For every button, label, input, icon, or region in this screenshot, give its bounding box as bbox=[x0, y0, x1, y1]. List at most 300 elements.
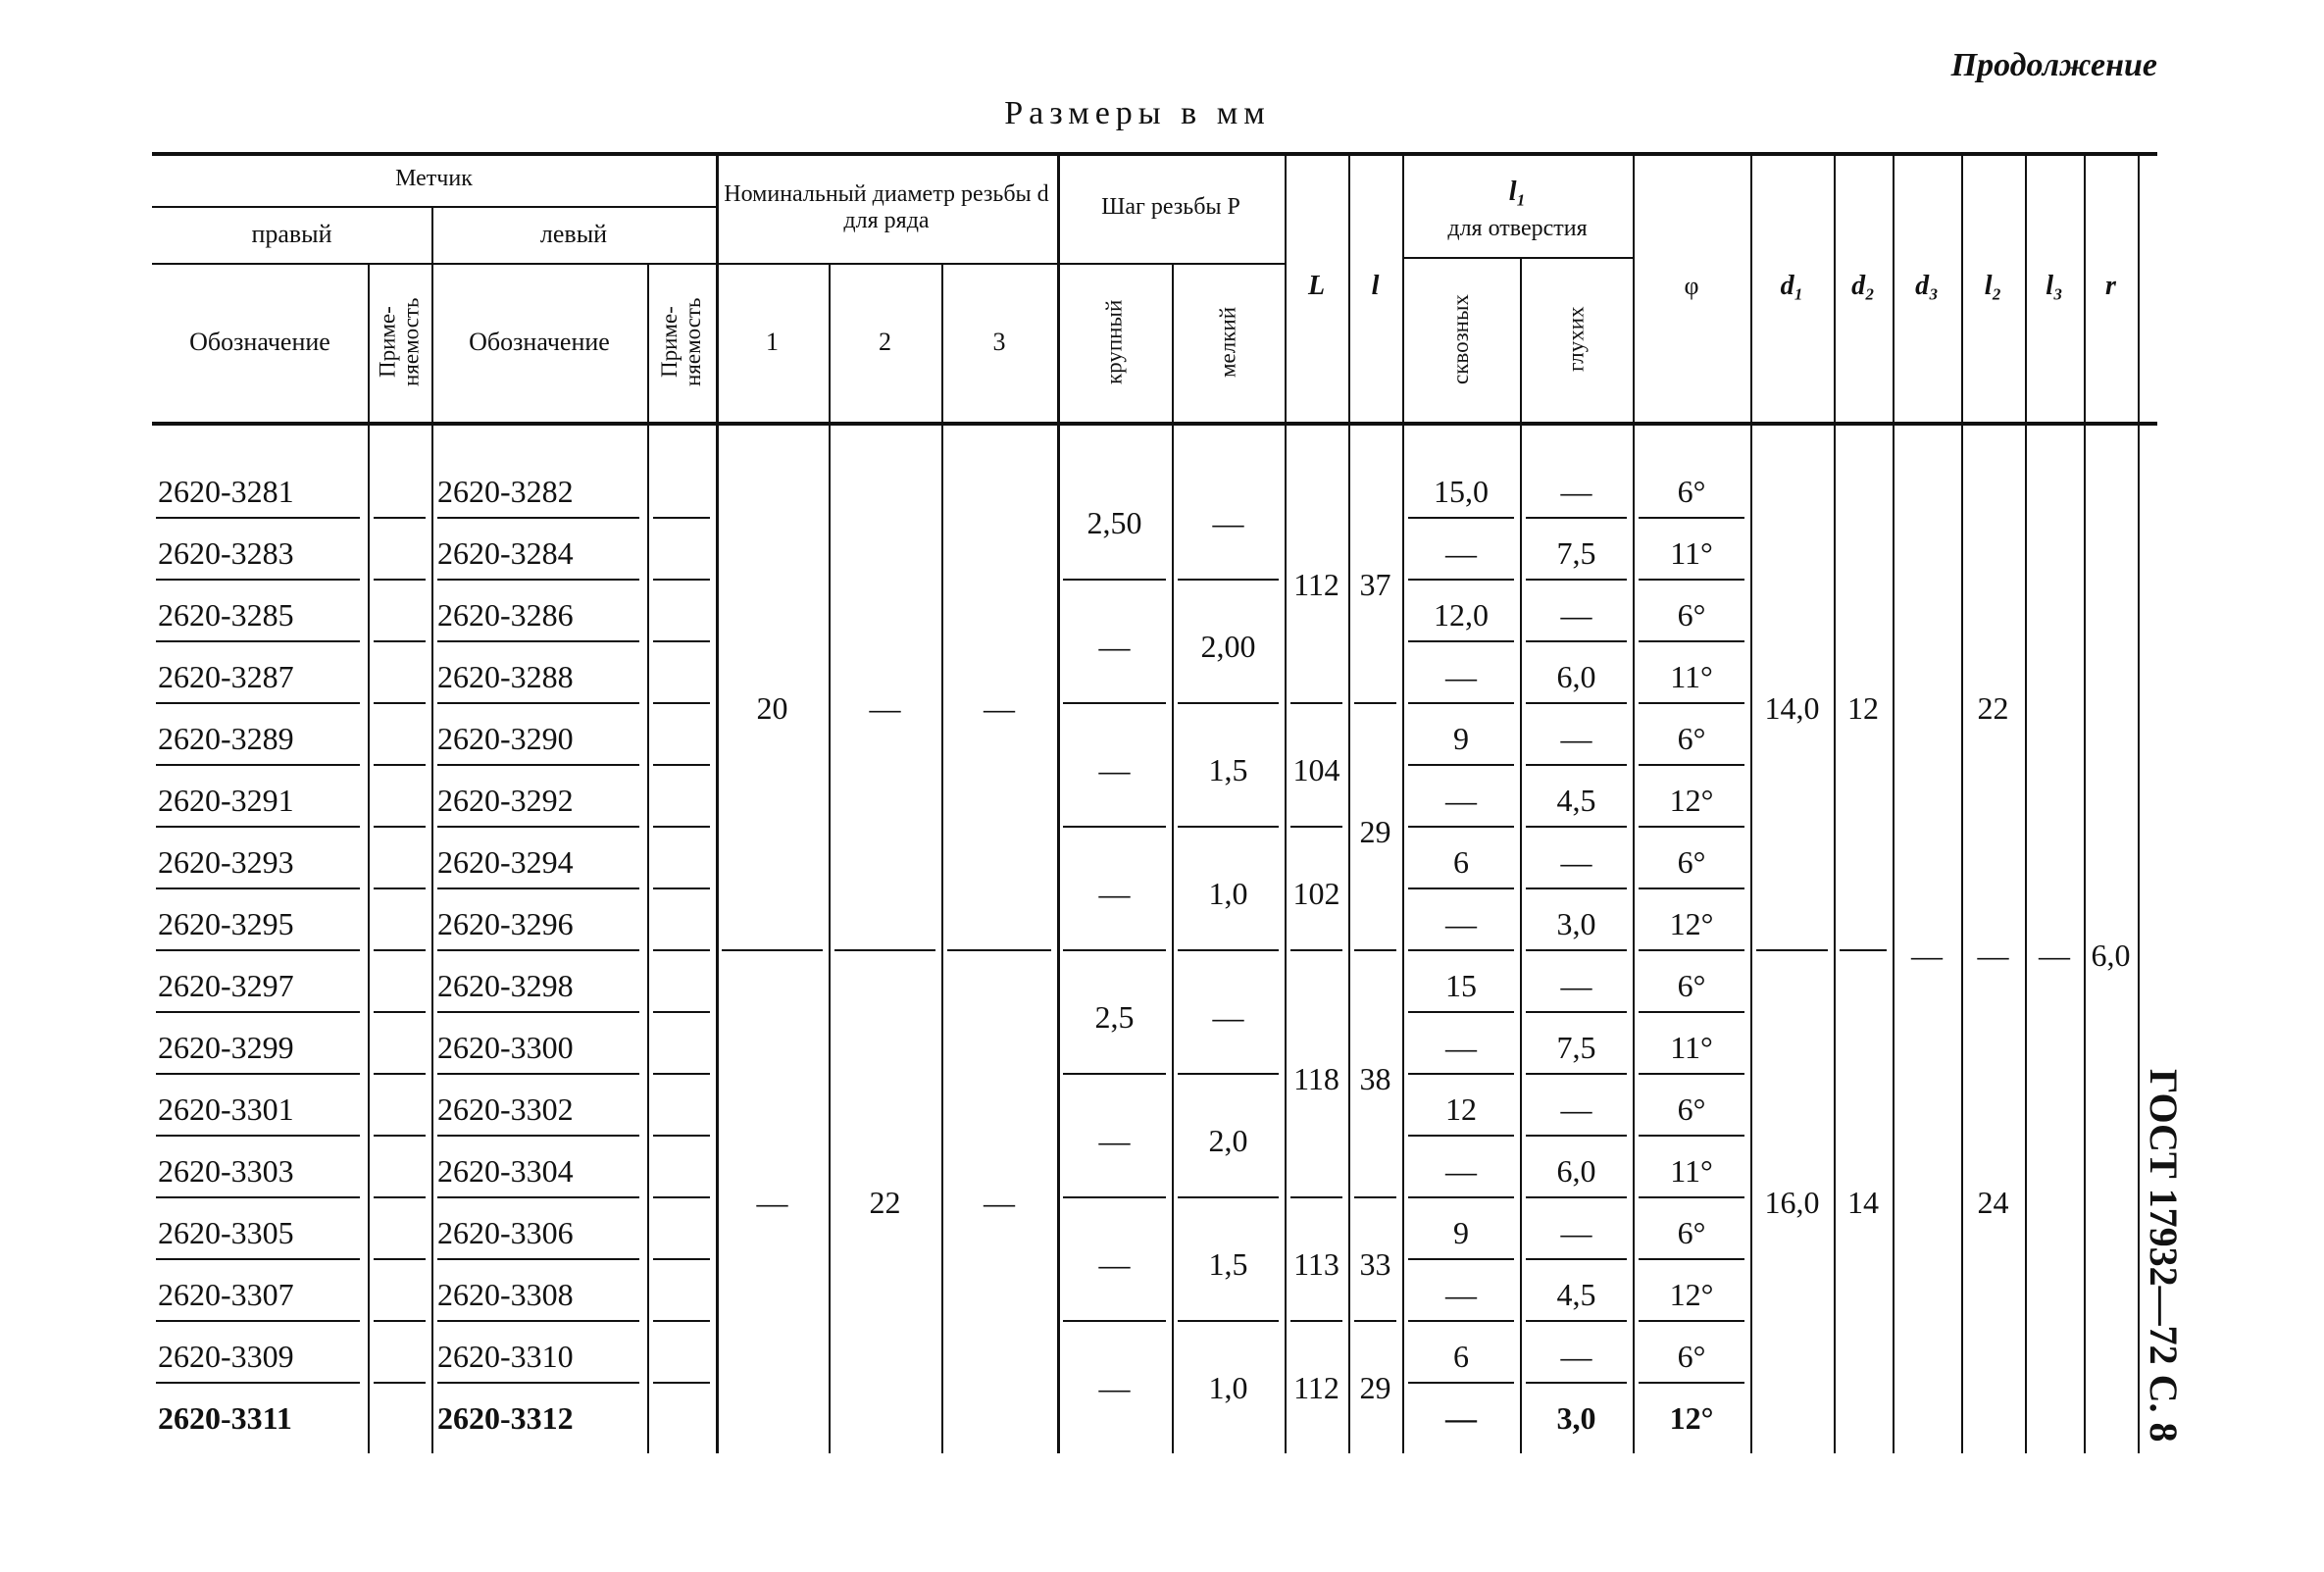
applicability-right bbox=[368, 646, 431, 708]
phi-angle: 11° bbox=[1670, 1153, 1713, 1189]
row-underline bbox=[156, 1073, 360, 1075]
row-underline bbox=[1408, 1011, 1514, 1013]
row-underline bbox=[1526, 702, 1627, 704]
row-underline bbox=[1639, 887, 1744, 889]
l1-blind: — bbox=[1560, 844, 1592, 880]
length-L-rule bbox=[1290, 702, 1342, 704]
designation-left: 2620-3284 bbox=[437, 535, 574, 571]
row-underline bbox=[653, 1382, 710, 1384]
length-l-rule bbox=[1354, 1196, 1396, 1198]
row-underline bbox=[653, 1073, 710, 1075]
row-underline bbox=[156, 579, 360, 581]
fine-pitch-rule bbox=[1178, 826, 1279, 828]
length-L: 113 bbox=[1293, 1245, 1339, 1282]
d2-header: d₂ bbox=[1851, 271, 1875, 302]
applicability-right bbox=[368, 1079, 431, 1141]
row-underline bbox=[1526, 887, 1627, 889]
coarse-pitch: — bbox=[1098, 751, 1131, 787]
row-underline bbox=[653, 702, 710, 704]
row-underline bbox=[653, 887, 710, 889]
length-l2: — bbox=[1977, 937, 2009, 973]
phi-angle: 6° bbox=[1677, 474, 1706, 509]
designation-left: 2620-3312 bbox=[437, 1400, 574, 1436]
phi-angle: 12° bbox=[1669, 783, 1714, 818]
designation-left: 2620-3286 bbox=[437, 597, 574, 633]
row-underline bbox=[1639, 1135, 1744, 1137]
d1-header: d₁ bbox=[1780, 271, 1804, 302]
coarse-pitch: — bbox=[1098, 1245, 1131, 1282]
row-underline bbox=[437, 1320, 639, 1322]
row-underline bbox=[156, 887, 360, 889]
row-underline bbox=[437, 1073, 639, 1075]
nominal-diameter-header: Номинальный диаметр резьбы d для ряда bbox=[724, 181, 1049, 233]
coarse-pitch-rule bbox=[1063, 949, 1166, 951]
length-l: 38 bbox=[1359, 1060, 1391, 1096]
phi-header: φ bbox=[1684, 272, 1699, 301]
row-underline bbox=[374, 517, 426, 519]
length-l: 37 bbox=[1359, 566, 1391, 602]
row-underline bbox=[374, 579, 426, 581]
l-header: l bbox=[1371, 271, 1380, 302]
phi-angle: 6° bbox=[1677, 844, 1706, 880]
l1-blind: 7,5 bbox=[1556, 535, 1596, 571]
l1-blind: 3,0 bbox=[1556, 906, 1596, 941]
left-tap-header: левый bbox=[539, 219, 608, 248]
l2-header: l₂ bbox=[1984, 271, 2002, 302]
phi-angle: 11° bbox=[1670, 535, 1713, 571]
designation-left: 2620-3308 bbox=[437, 1277, 574, 1312]
designation-left: 2620-3292 bbox=[437, 783, 574, 818]
designation-right: 2620-3291 bbox=[158, 783, 294, 818]
row-underline bbox=[1639, 702, 1744, 704]
row-underline bbox=[437, 579, 639, 581]
l1-through: — bbox=[1445, 1030, 1477, 1065]
designation-left: 2620-3288 bbox=[437, 659, 574, 694]
designation-right: 2620-3295 bbox=[158, 906, 294, 941]
phi-angle: 11° bbox=[1670, 659, 1713, 694]
row-underline bbox=[156, 702, 360, 704]
diameter-d1-rule bbox=[1756, 949, 1828, 951]
row-underline bbox=[1639, 764, 1744, 766]
row-underline bbox=[653, 1196, 710, 1198]
l1-through: 6 bbox=[1453, 1339, 1469, 1374]
designation-right: 2620-3297 bbox=[158, 968, 294, 1003]
fine-pitch-rule bbox=[1178, 579, 1279, 581]
applicability-left bbox=[647, 646, 716, 708]
header-bottom-rule bbox=[152, 422, 2157, 426]
diameter-d1: 14,0 bbox=[1764, 689, 1820, 726]
row-underline bbox=[156, 1011, 360, 1013]
fine-pitch: — bbox=[1212, 998, 1244, 1035]
row-underline bbox=[1526, 1011, 1627, 1013]
l1-through: — bbox=[1445, 906, 1477, 941]
length-l3: — bbox=[2039, 937, 2070, 973]
designation-left: 2620-3310 bbox=[437, 1339, 574, 1374]
row-underline bbox=[1408, 1320, 1514, 1322]
row-underline bbox=[374, 1258, 426, 1260]
row-underline bbox=[1526, 1196, 1627, 1198]
applicability-left bbox=[647, 461, 716, 523]
designation-right: 2620-3303 bbox=[158, 1153, 294, 1189]
row-underline bbox=[374, 1073, 426, 1075]
length-L-rule bbox=[1290, 1196, 1342, 1198]
phi-angle: 12° bbox=[1669, 1277, 1714, 1312]
coarse-pitch: — bbox=[1098, 628, 1131, 664]
l1-through: — bbox=[1445, 1277, 1477, 1312]
row-underline bbox=[437, 887, 639, 889]
designation-right: 2620-3287 bbox=[158, 659, 294, 694]
applicability-right bbox=[368, 770, 431, 832]
l1-header: l₁ bbox=[1508, 177, 1527, 208]
applicability-right bbox=[368, 893, 431, 955]
applicability-right bbox=[368, 1388, 431, 1449]
row-underline bbox=[653, 949, 710, 951]
coarse-pitch-rule bbox=[1063, 1196, 1166, 1198]
diameter-row1: 20 bbox=[756, 689, 788, 726]
coarse-pitch-rule bbox=[1063, 826, 1166, 828]
designation-left: 2620-3306 bbox=[437, 1215, 574, 1250]
applicability-left bbox=[647, 1079, 716, 1141]
length-l-rule bbox=[1354, 702, 1396, 704]
l1-through: 6 bbox=[1453, 844, 1469, 880]
applicability-left bbox=[647, 1264, 716, 1326]
applicability-right bbox=[368, 1202, 431, 1264]
l1-blind: — bbox=[1560, 1339, 1592, 1374]
blind-header: глухих bbox=[1563, 306, 1589, 373]
row-underline bbox=[1639, 949, 1744, 951]
phi-angle: 12° bbox=[1669, 906, 1714, 941]
row-underline bbox=[653, 517, 710, 519]
row-underline bbox=[1408, 1196, 1514, 1198]
fine-pitch: 1,5 bbox=[1208, 751, 1248, 787]
row-underline bbox=[653, 1320, 710, 1322]
continuation-label: Продолжение bbox=[1950, 47, 2157, 83]
thread-pitch-header: Шаг резьбы P bbox=[1101, 194, 1240, 221]
row-underline bbox=[1639, 640, 1744, 642]
designation-right: 2620-3293 bbox=[158, 844, 294, 880]
fine-pitch: 2,00 bbox=[1200, 628, 1256, 664]
row-underline bbox=[374, 1135, 426, 1137]
phi-angle: 6° bbox=[1677, 597, 1706, 633]
phi-angle: 6° bbox=[1677, 721, 1706, 756]
applicability-right bbox=[368, 708, 431, 770]
fine-pitch: 2,0 bbox=[1208, 1122, 1248, 1158]
applicability-right bbox=[368, 461, 431, 523]
row-underline bbox=[1526, 640, 1627, 642]
fine-pitch-rule bbox=[1178, 1320, 1279, 1322]
row-underline bbox=[156, 517, 360, 519]
row-underline bbox=[374, 1196, 426, 1198]
row-underline bbox=[1639, 1320, 1744, 1322]
diameter-d3: — bbox=[1911, 937, 1943, 973]
row-underline bbox=[374, 1382, 426, 1384]
length-L: 112 bbox=[1293, 1369, 1339, 1405]
fine-pitch-rule bbox=[1178, 949, 1279, 951]
l1-blind: 4,5 bbox=[1556, 1277, 1596, 1312]
applicability-right bbox=[368, 955, 431, 1017]
l1-through: — bbox=[1445, 783, 1477, 818]
length-l: 29 bbox=[1359, 1369, 1391, 1405]
applicability-left bbox=[647, 1202, 716, 1264]
fine-pitch: 1,0 bbox=[1208, 875, 1248, 911]
phi-angle: 6° bbox=[1677, 1215, 1706, 1250]
row-underline bbox=[437, 1135, 639, 1137]
applicability-left bbox=[647, 955, 716, 1017]
row-underline bbox=[1639, 1382, 1744, 1384]
row3-header: 3 bbox=[992, 327, 1006, 356]
row-underline bbox=[1639, 1073, 1744, 1075]
length-L: 112 bbox=[1293, 566, 1339, 602]
designation-right: 2620-3299 bbox=[158, 1030, 294, 1065]
diameter-row2-rule bbox=[834, 949, 935, 951]
designation-right: 2620-3309 bbox=[158, 1339, 294, 1374]
designation-right: 2620-3289 bbox=[158, 721, 294, 756]
row-underline bbox=[1526, 579, 1627, 581]
length-L: 104 bbox=[1292, 751, 1340, 787]
length-l: 29 bbox=[1359, 813, 1391, 849]
row-underline bbox=[1526, 1073, 1627, 1075]
row-underline bbox=[1639, 1011, 1744, 1013]
l1-blind: — bbox=[1560, 597, 1592, 633]
row-underline bbox=[437, 702, 639, 704]
diameter-row3: — bbox=[984, 1184, 1015, 1220]
designation-header-left: Обозначение bbox=[469, 327, 610, 356]
l1-through: — bbox=[1445, 1400, 1477, 1436]
diameter-row1-rule bbox=[722, 949, 823, 951]
phi-angle: 11° bbox=[1670, 1030, 1713, 1065]
designation-right: 2620-3283 bbox=[158, 535, 294, 571]
coarse-pitch: 2,50 bbox=[1086, 504, 1142, 540]
length-l2: 24 bbox=[1977, 1184, 2009, 1220]
designation-left: 2620-3298 bbox=[437, 968, 574, 1003]
row-underline bbox=[1526, 826, 1627, 828]
applicability-left bbox=[647, 770, 716, 832]
row-underline bbox=[1639, 579, 1744, 581]
radius-r: 6,0 bbox=[2091, 937, 2131, 973]
designation-left: 2620-3304 bbox=[437, 1153, 574, 1189]
row-underline bbox=[1408, 640, 1514, 642]
units-caption: Размеры в мм bbox=[1004, 95, 1271, 131]
coarse-pitch: 2,5 bbox=[1094, 998, 1135, 1035]
l1-blind: — bbox=[1560, 1215, 1592, 1250]
applicability-right bbox=[368, 1141, 431, 1202]
fine-pitch: 1,0 bbox=[1208, 1369, 1248, 1405]
row-underline bbox=[437, 1258, 639, 1260]
designation-right: 2620-3281 bbox=[158, 474, 294, 509]
r-header: r bbox=[2105, 271, 2116, 302]
coarse-pitch-rule bbox=[1063, 579, 1166, 581]
applicability-right bbox=[368, 832, 431, 893]
col-rule-20 bbox=[2138, 152, 2140, 1453]
applicability-right bbox=[368, 1017, 431, 1079]
row-underline bbox=[437, 764, 639, 766]
row-underline bbox=[1408, 1135, 1514, 1137]
diameter-row2: — bbox=[869, 689, 901, 726]
applicability-left bbox=[647, 584, 716, 646]
row-underline bbox=[1408, 826, 1514, 828]
l1-through: 9 bbox=[1453, 1215, 1469, 1250]
phi-angle: 6° bbox=[1677, 968, 1706, 1003]
diameter-d2-rule bbox=[1840, 949, 1887, 951]
row-underline bbox=[156, 1196, 360, 1198]
applicability-left bbox=[647, 708, 716, 770]
L-header: L bbox=[1307, 271, 1326, 302]
designation-right: 2620-3301 bbox=[158, 1091, 294, 1127]
diameter-d1: 16,0 bbox=[1764, 1184, 1820, 1220]
fine-pitch-rule bbox=[1178, 702, 1279, 704]
l1-sub-header: для отверстия bbox=[1447, 216, 1588, 242]
row-underline bbox=[1526, 1258, 1627, 1260]
l1-through: — bbox=[1445, 659, 1477, 694]
designation-right: 2620-3311 bbox=[158, 1400, 292, 1436]
applicability-header-left: Приме- няемость bbox=[656, 297, 705, 387]
fine-pitch: 1,5 bbox=[1208, 1245, 1248, 1282]
row-underline bbox=[1526, 949, 1627, 951]
row-underline bbox=[156, 949, 360, 951]
row-underline bbox=[437, 949, 639, 951]
row-underline bbox=[156, 1135, 360, 1137]
l1-through: 12 bbox=[1445, 1091, 1477, 1127]
coarse-header: крупный bbox=[1101, 299, 1127, 385]
row-underline bbox=[156, 1382, 360, 1384]
l1-through: 15 bbox=[1445, 968, 1477, 1003]
designation-right: 2620-3305 bbox=[158, 1215, 294, 1250]
applicability-left bbox=[647, 832, 716, 893]
length-l-rule bbox=[1354, 1320, 1396, 1322]
fine-pitch-rule bbox=[1178, 1073, 1279, 1075]
row-underline bbox=[156, 764, 360, 766]
row-underline bbox=[653, 826, 710, 828]
designation-left: 2620-3294 bbox=[437, 844, 574, 880]
row1-header: 1 bbox=[766, 327, 779, 356]
row-underline bbox=[156, 640, 360, 642]
designation-left: 2620-3282 bbox=[437, 474, 574, 509]
designation-header-right: Обозначение bbox=[189, 327, 330, 356]
length-l: 33 bbox=[1359, 1245, 1391, 1282]
l1-blind: 4,5 bbox=[1556, 783, 1596, 818]
coarse-pitch: — bbox=[1098, 875, 1131, 911]
row-underline bbox=[1526, 1320, 1627, 1322]
diameter-d2: 12 bbox=[1847, 689, 1879, 726]
row-underline bbox=[1408, 1258, 1514, 1260]
l1-blind: 3,0 bbox=[1556, 1400, 1596, 1436]
row-underline bbox=[653, 1135, 710, 1137]
fine-pitch: — bbox=[1212, 504, 1244, 540]
length-L-rule bbox=[1290, 949, 1342, 951]
row-underline bbox=[156, 1320, 360, 1322]
applicability-left bbox=[647, 1326, 716, 1388]
designation-left: 2620-3296 bbox=[437, 906, 574, 941]
row-underline bbox=[156, 1258, 360, 1260]
row-underline bbox=[653, 579, 710, 581]
row-underline bbox=[1408, 764, 1514, 766]
designation-right: 2620-3307 bbox=[158, 1277, 294, 1312]
l1-blind: — bbox=[1560, 474, 1592, 509]
row-underline bbox=[374, 1320, 426, 1322]
applicability-left bbox=[647, 1388, 716, 1449]
l1-through: 15,0 bbox=[1434, 474, 1489, 509]
coarse-pitch: — bbox=[1098, 1122, 1131, 1158]
row-underline bbox=[374, 764, 426, 766]
row-underline bbox=[374, 640, 426, 642]
row-underline bbox=[653, 764, 710, 766]
row-underline bbox=[1408, 579, 1514, 581]
diameter-d2: 14 bbox=[1847, 1184, 1879, 1220]
row-underline bbox=[437, 826, 639, 828]
row-underline bbox=[1408, 1073, 1514, 1075]
coarse-pitch-rule bbox=[1063, 1073, 1166, 1075]
l1-through: — bbox=[1445, 1153, 1477, 1189]
l1-blind: — bbox=[1560, 968, 1592, 1003]
phi-angle: 12° bbox=[1669, 1400, 1714, 1436]
right-tap-header: правый bbox=[251, 219, 332, 248]
applicability-right bbox=[368, 1326, 431, 1388]
row-underline bbox=[1408, 702, 1514, 704]
fine-pitch-rule bbox=[1178, 1196, 1279, 1198]
l3-header: l₃ bbox=[2046, 271, 2063, 302]
metchik-header: Метчик bbox=[395, 166, 473, 192]
length-L: 118 bbox=[1293, 1060, 1339, 1096]
applicability-right bbox=[368, 1264, 431, 1326]
diameter-row3: — bbox=[984, 689, 1015, 726]
row-underline bbox=[1526, 764, 1627, 766]
designation-left: 2620-3302 bbox=[437, 1091, 574, 1127]
length-L-rule bbox=[1290, 1320, 1342, 1322]
l1-blind: 6,0 bbox=[1556, 659, 1596, 694]
row-underline bbox=[374, 887, 426, 889]
phi-angle: 6° bbox=[1677, 1091, 1706, 1127]
designation-left: 2620-3300 bbox=[437, 1030, 574, 1065]
diameter-row1: — bbox=[756, 1184, 788, 1220]
row2-header: 2 bbox=[879, 327, 891, 356]
row-underline bbox=[437, 1011, 639, 1013]
coarse-pitch-rule bbox=[1063, 1320, 1166, 1322]
row-underline bbox=[156, 826, 360, 828]
row-underline bbox=[374, 826, 426, 828]
l1-blind: — bbox=[1560, 721, 1592, 756]
applicability-right bbox=[368, 523, 431, 584]
row-underline bbox=[1639, 826, 1744, 828]
row-underline bbox=[437, 1196, 639, 1198]
l1-through: — bbox=[1445, 535, 1477, 571]
row-underline bbox=[1408, 1382, 1514, 1384]
row-underline bbox=[374, 1011, 426, 1013]
d3-header: d₃ bbox=[1915, 271, 1939, 302]
row-underline bbox=[1639, 1258, 1744, 1260]
row-underline bbox=[653, 1258, 710, 1260]
row-underline bbox=[1526, 1382, 1627, 1384]
row-underline bbox=[1408, 949, 1514, 951]
row-underline bbox=[653, 1011, 710, 1013]
l1-blind: 6,0 bbox=[1556, 1153, 1596, 1189]
length-L: 102 bbox=[1292, 875, 1340, 911]
l1-through: 9 bbox=[1453, 721, 1469, 756]
row-underline bbox=[374, 949, 426, 951]
row-underline bbox=[1526, 1135, 1627, 1137]
l1-blind: 7,5 bbox=[1556, 1030, 1596, 1065]
row-underline bbox=[653, 640, 710, 642]
row-underline bbox=[437, 517, 639, 519]
length-l2: 22 bbox=[1977, 689, 2009, 726]
designation-right: 2620-3285 bbox=[158, 597, 294, 633]
designation-left: 2620-3290 bbox=[437, 721, 574, 756]
coarse-pitch-rule bbox=[1063, 702, 1166, 704]
applicability-left bbox=[647, 523, 716, 584]
row-underline bbox=[1639, 517, 1744, 519]
applicability-left bbox=[647, 1017, 716, 1079]
applicability-right bbox=[368, 584, 431, 646]
l1-through: 12,0 bbox=[1434, 597, 1489, 633]
